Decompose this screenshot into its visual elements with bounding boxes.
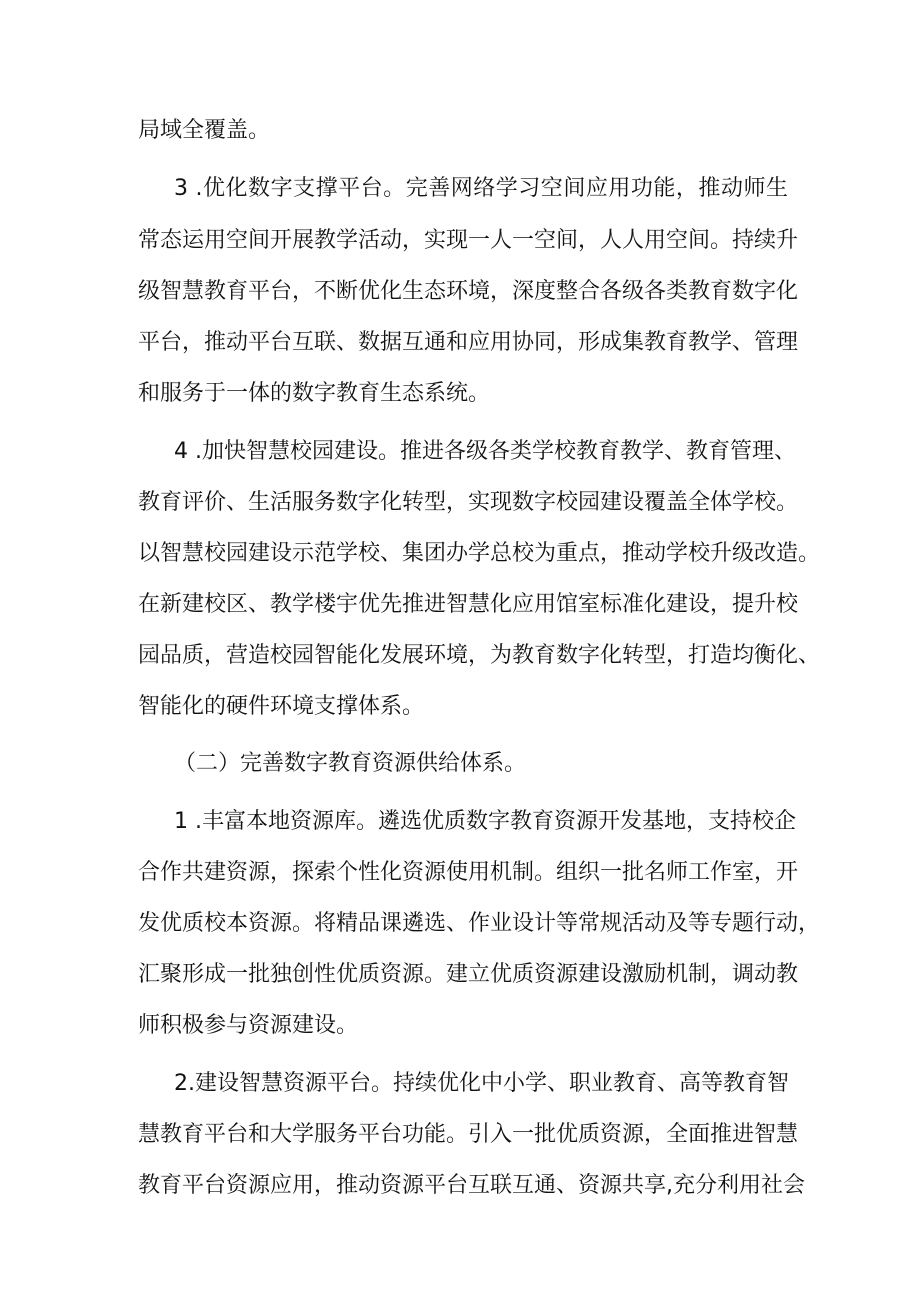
paragraph-line: 平台，推动平台互联、数据互通和应用协同，形成集教育教学、管理 [138, 330, 799, 355]
paragraph-line: 发优质校本资源。将精品课遴选、作业设计等常规活动及等专题行动， [138, 911, 821, 936]
paragraph-line: 和服务于一体的数字教育生态系统。 [138, 381, 491, 406]
paragraph-line: 教育平台资源应用，推动资源平台互联互通、资源共享,充分利用社会 [138, 1173, 805, 1198]
paragraph-line: 汇聚形成一批独创性优质资源。建立优质资源建设激励机制，调动教 [138, 962, 799, 987]
paragraph-line: 在新建校区、教学楼宇优先推进智慧化应用馆室标准化建设，提升校 [138, 592, 799, 617]
section-heading: （二）完善数字教育资源供给体系。 [174, 751, 527, 776]
paragraph-line: 合作共建资源，探索个性化资源使用机制。组织一批名师工作室，开 [138, 860, 799, 885]
paragraph-line: 慧教育平台和大学服务平台功能。引入一批优质资源，全面推进智慧 [138, 1122, 799, 1147]
paragraph-line: 3 .优化数字支撑平台。完善网络学习空间应用功能，推动师生 [174, 176, 788, 201]
paragraph-line: 师积极参与资源建设。 [138, 1013, 359, 1038]
paragraph-line: 2.建设智慧资源平台。持续优化中小学、职业教育、高等教育智 [174, 1071, 789, 1096]
paragraph-line: 教育评价、生活服务数字化转型，实现数字校园建设覆盖全体学校。 [138, 490, 799, 515]
paragraph-line: 1 .丰富本地资源库。遴选优质数字教育资源开发基地，支持校企 [174, 809, 796, 834]
paragraph-line: 以智慧校园建设示范学校、集团办学总校为重点，推动学校升级改造。 [138, 541, 821, 566]
paragraph-line: 级智慧教育平台，不断优化生态环境，深度整合各级各类教育数字化 [138, 279, 799, 304]
paragraph-line: 局域全覆盖。 [138, 118, 271, 143]
paragraph-line: 常态运用空间开展教学活动，实现一人一空间，人人用空间。持续升 [138, 228, 799, 253]
paragraph-line: 园品质，营造校园智能化发展环境，为教育数字化转型，打造均衡化、 [138, 643, 821, 668]
paragraph-line: 智能化的硬件环境支撑体系。 [138, 694, 425, 719]
paragraph-line: 4 .加快智慧校园建设。推进各级各类学校教育教学、教育管理、 [174, 439, 796, 464]
